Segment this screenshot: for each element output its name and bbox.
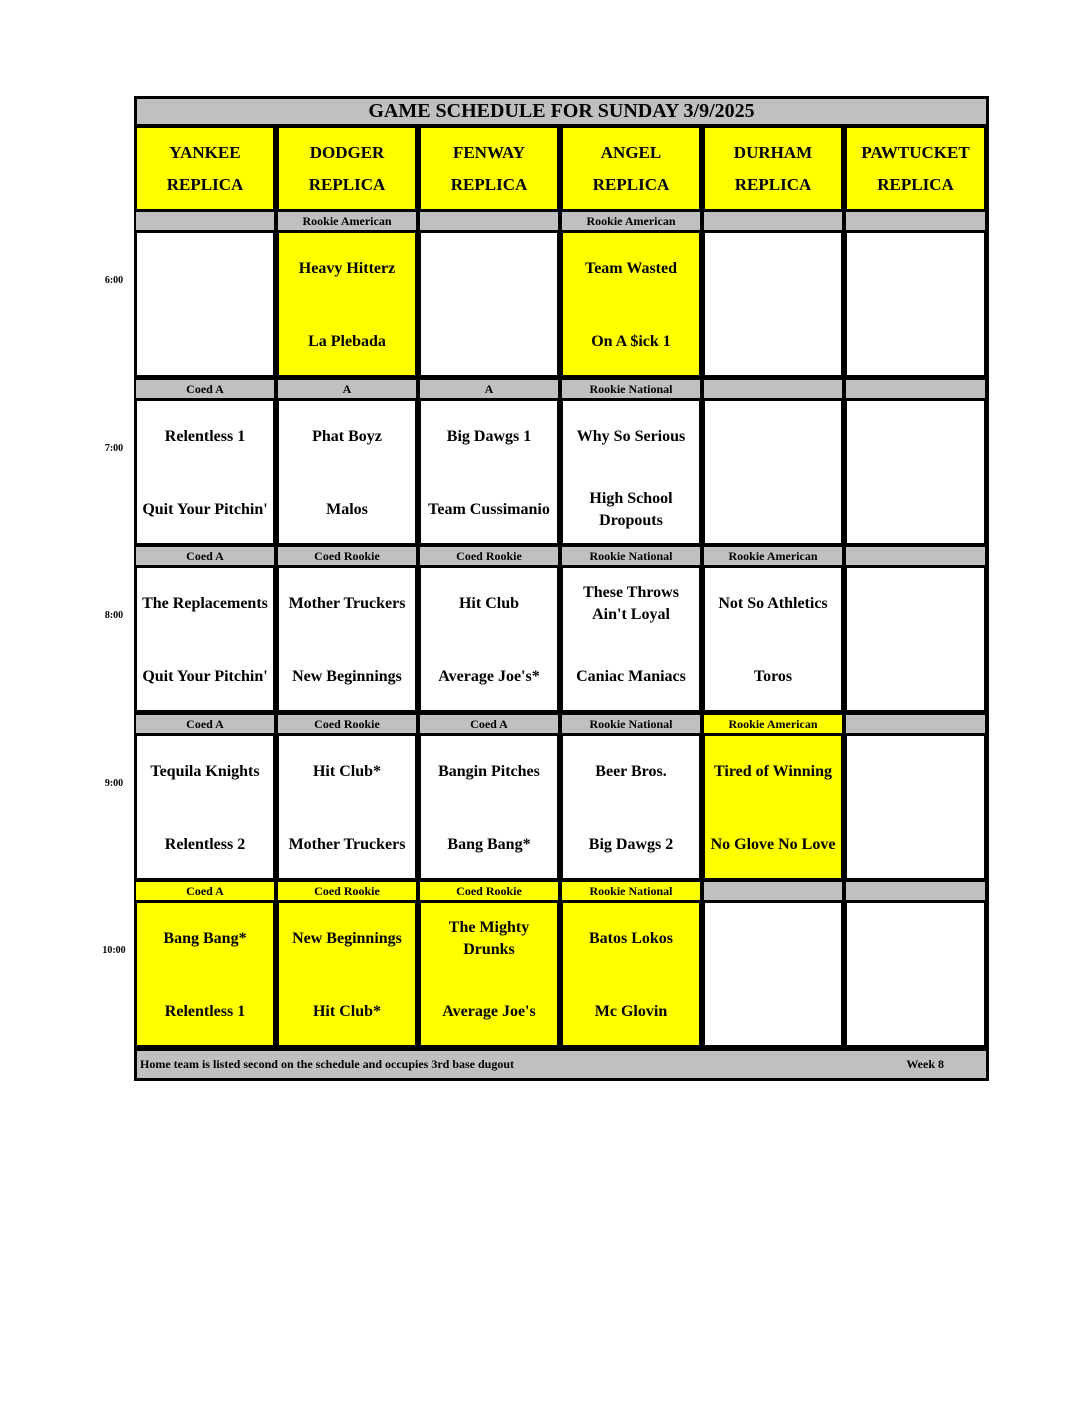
game-cell bbox=[418, 565, 560, 713]
game-cell bbox=[560, 398, 702, 546]
game-cell bbox=[134, 900, 276, 1048]
division-label: A bbox=[276, 378, 418, 401]
division-label: Rookie National bbox=[560, 713, 702, 736]
field-sub: REPLICA bbox=[592, 174, 670, 194]
away-team: Hit Club bbox=[458, 595, 519, 612]
away-team bbox=[847, 572, 984, 636]
away-team: Batos Lokos bbox=[588, 930, 674, 947]
field-sub: REPLICA bbox=[734, 174, 812, 194]
field-name: DODGER bbox=[309, 142, 385, 162]
game-cell bbox=[418, 733, 560, 881]
home-team bbox=[705, 980, 841, 1044]
division-label: Coed Rookie bbox=[276, 545, 418, 568]
game-cell bbox=[134, 565, 276, 713]
division-label: Rookie American bbox=[702, 713, 844, 736]
home-team: Mother Truckers bbox=[288, 836, 406, 853]
time-label: 7:00 bbox=[104, 443, 124, 454]
field-name: YANKEE bbox=[169, 142, 241, 162]
home-team bbox=[847, 813, 984, 877]
away-team: The Mighty Drunks bbox=[448, 919, 530, 958]
away-team: Tequila Knights bbox=[150, 763, 260, 780]
away-team: Tired of Winning bbox=[714, 763, 832, 780]
division-label: Coed Rookie bbox=[276, 713, 418, 736]
away-team: Bangin Pitches bbox=[438, 763, 540, 780]
game-cell bbox=[134, 230, 276, 378]
field-sub: REPLICA bbox=[877, 174, 954, 194]
away-team bbox=[705, 237, 841, 301]
schedule-title: GAME SCHEDULE FOR SUNDAY 3/9/2025 bbox=[134, 96, 989, 127]
time-label: 8:00 bbox=[104, 610, 124, 621]
home-team: Quit Your Pitchin' bbox=[142, 501, 268, 518]
away-team: Mother Truckers bbox=[288, 595, 406, 612]
game-cell bbox=[844, 565, 987, 713]
home-team: Hit Club* bbox=[312, 1003, 381, 1020]
division-label: Coed Rookie bbox=[418, 545, 560, 568]
game-cell bbox=[702, 565, 844, 713]
time-label: 6:00 bbox=[104, 275, 124, 286]
away-team: Why So Serious bbox=[576, 428, 686, 445]
field-name: PAWTUCKET bbox=[861, 142, 970, 162]
away-team bbox=[137, 237, 273, 301]
field-sub: REPLICA bbox=[166, 174, 244, 194]
home-team bbox=[705, 478, 841, 542]
game-cell bbox=[276, 733, 418, 881]
division-label: Rookie American bbox=[702, 545, 844, 568]
field-header bbox=[560, 125, 702, 212]
field-header bbox=[134, 125, 276, 212]
away-team: Bang Bang* bbox=[163, 930, 247, 947]
field-sub: REPLICA bbox=[308, 174, 386, 194]
time-label: 9:00 bbox=[104, 778, 124, 789]
away-team: Big Dawgs 1 bbox=[446, 428, 532, 445]
game-cell bbox=[844, 230, 987, 378]
division-label: Coed Rookie bbox=[418, 880, 560, 903]
game-cell bbox=[844, 900, 987, 1048]
field-header bbox=[702, 125, 844, 212]
footer-week: Week 8 bbox=[906, 1057, 944, 1071]
away-team bbox=[705, 405, 841, 469]
field-name: FENWAY bbox=[452, 142, 526, 162]
away-team: The Replacements bbox=[142, 595, 268, 612]
division-label: Rookie National bbox=[560, 545, 702, 568]
division-label: A bbox=[418, 378, 560, 401]
home-team: Average Joe's* bbox=[438, 668, 540, 685]
away-team bbox=[847, 907, 984, 971]
home-team: Mc Glovin bbox=[594, 1003, 668, 1020]
away-team: Team Wasted bbox=[584, 260, 677, 277]
home-team: Malos bbox=[326, 501, 368, 518]
game-cell bbox=[560, 733, 702, 881]
division-label: Coed A bbox=[134, 713, 276, 736]
away-team bbox=[847, 405, 984, 469]
division-label: Rookie American bbox=[560, 210, 702, 233]
home-team: Average Joe's bbox=[442, 1003, 536, 1020]
away-team bbox=[847, 237, 984, 301]
home-team bbox=[705, 310, 841, 374]
game-cell bbox=[702, 398, 844, 546]
time-label: 10:00 bbox=[102, 945, 126, 956]
division-label: Coed A bbox=[134, 880, 276, 903]
away-team bbox=[847, 740, 984, 804]
away-team: Hit Club* bbox=[312, 763, 381, 780]
home-team bbox=[847, 478, 984, 542]
division-label: Coed A bbox=[418, 713, 560, 736]
game-cell bbox=[418, 230, 560, 378]
home-team bbox=[847, 980, 984, 1044]
game-cell bbox=[418, 900, 560, 1048]
game-cell bbox=[418, 398, 560, 546]
game-cell bbox=[844, 398, 987, 546]
schedule-footer bbox=[134, 1048, 989, 1081]
division-label: Coed Rookie bbox=[276, 880, 418, 903]
division-label: Coed A bbox=[134, 378, 276, 401]
game-cell bbox=[276, 900, 418, 1048]
home-team: Bang Bang* bbox=[447, 836, 531, 853]
home-team: New Beginnings bbox=[292, 668, 402, 685]
away-team: New Beginnings bbox=[292, 930, 402, 947]
away-team: Beer Bros. bbox=[595, 763, 667, 780]
home-team bbox=[847, 310, 984, 374]
game-cell bbox=[276, 398, 418, 546]
home-team: Toros bbox=[753, 668, 793, 685]
division-label: Rookie National bbox=[560, 378, 702, 401]
home-team: Quit Your Pitchin' bbox=[142, 668, 268, 685]
away-team: Heavy Hitterz bbox=[298, 260, 396, 277]
division-label: Rookie National bbox=[560, 880, 702, 903]
game-cell bbox=[560, 230, 702, 378]
away-team bbox=[421, 237, 557, 301]
home-team bbox=[137, 310, 273, 374]
game-cell bbox=[702, 230, 844, 378]
field-header bbox=[418, 125, 560, 212]
home-team bbox=[421, 310, 557, 374]
division-label: Rookie American bbox=[276, 210, 418, 233]
home-team: On A $ick 1 bbox=[591, 333, 671, 350]
game-cell bbox=[276, 565, 418, 713]
game-cell bbox=[134, 398, 276, 546]
schedule-sheet bbox=[134, 96, 989, 1081]
away-team: These Throws Ain't Loyal bbox=[583, 584, 679, 623]
home-team: La Plebada bbox=[308, 333, 386, 350]
division-label: Coed A bbox=[134, 545, 276, 568]
field-header bbox=[844, 125, 987, 212]
game-cell bbox=[560, 565, 702, 713]
away-team: Not So Athletics bbox=[718, 595, 828, 612]
home-team: Team Cussimanio bbox=[428, 501, 550, 518]
game-cell bbox=[276, 230, 418, 378]
field-header bbox=[276, 125, 418, 212]
away-team bbox=[705, 907, 841, 971]
home-team: Big Dawgs 2 bbox=[588, 836, 674, 853]
game-cell bbox=[702, 733, 844, 881]
field-name: ANGEL bbox=[600, 142, 662, 162]
home-team: High School Dropouts bbox=[589, 490, 673, 529]
field-sub: REPLICA bbox=[450, 174, 528, 194]
home-team bbox=[847, 645, 984, 709]
away-team: Phat Boyz bbox=[312, 428, 382, 445]
home-team: Relentless 2 bbox=[164, 836, 246, 853]
home-team: No Glove No Love bbox=[710, 836, 836, 853]
away-team: Relentless 1 bbox=[164, 428, 246, 445]
home-team: Relentless 1 bbox=[164, 1003, 246, 1020]
game-cell bbox=[844, 733, 987, 881]
game-cell bbox=[134, 733, 276, 881]
field-name: DURHAM bbox=[733, 142, 813, 162]
home-team: Caniac Maniacs bbox=[576, 668, 686, 685]
time-column bbox=[0, 0, 134, 1100]
game-cell bbox=[702, 900, 844, 1048]
footer-note: Home team is listed second on the schedule and occupies 3rd base dugout bbox=[140, 1057, 515, 1071]
game-cell bbox=[560, 900, 702, 1048]
